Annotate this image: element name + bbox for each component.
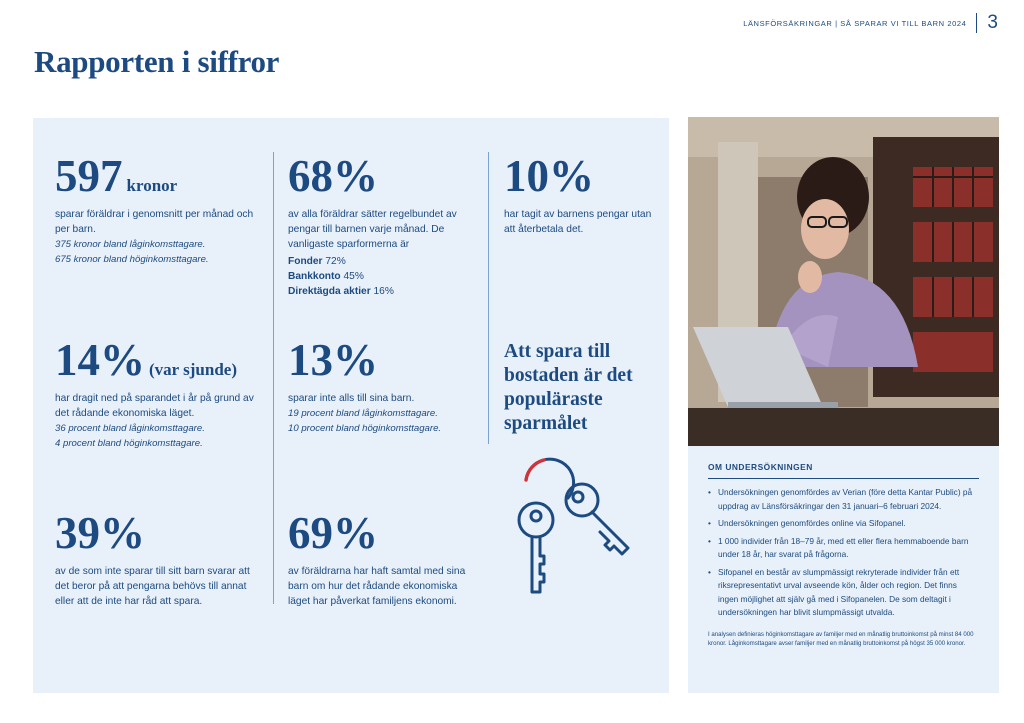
stat-note: 4 procent bland höginkomsttagare. [55,438,203,449]
stat-10 [504,151,654,237]
stat-value-line [55,335,260,385]
woman-laptop-photo [688,117,999,446]
stat-value-line [288,335,478,385]
column-divider [273,152,274,604]
list-item: • Undersökningen genomfördes online via Sifopanel. [708,517,979,531]
saving-form [288,254,478,269]
stat-value: 14% [55,335,145,385]
stat-description: av föräldrarna har haft samtal med sina barn om hur det rådande ekonomiska läget har påverkat familjens ekonomi. [288,566,466,607]
stat-note: 19 procent bland låginkomsttagare. [288,408,438,419]
survey-list [708,486,979,620]
stat-value: 597 [55,151,123,201]
stat-value: 69% [288,508,378,558]
stat-unit: kronor [126,176,178,195]
page-number: 3 [987,12,998,33]
stat-69 [288,508,478,609]
stat-description: har tagit av barnens pengar utan att återbetala det. [504,209,652,235]
stat-description: av alla föräldrar sätter regelbundet av pengar till barnen varje månad. De vanligaste sparformerna är [288,209,457,250]
saving-form [288,269,478,284]
list-item: • Sifopanel en består av slumpmässigt rekryterade individer från ett riksrepresentativt urval avseende kön, ålder och region. Det finns ingen möjlighet att själv gå med i Sifopanelen. De som deltagit i undersökningen har blivit slumpmässigt utvalda. [708,566,979,620]
highlight-statement: Att spara till bostaden är det populäraste sparmålet [504,341,633,434]
keys-icon [510,452,635,607]
survey-info-panel [688,446,999,693]
survey-title: OM UNDERSÖKNINGEN [708,462,979,479]
saving-form-label: Fonder [288,256,323,267]
stat-value-line [288,151,478,201]
stat-value: 13% [288,335,378,385]
saving-form [288,284,478,299]
list-item: • Undersökningen genomfördes av Verian (före detta Kantar Public) på uppdrag av Länsförsäkringar den 31 januari–6 februari 2024. [708,486,979,513]
saving-form-label: Bankkonto [288,271,341,282]
saving-form-label: Direktägda aktier [288,286,371,297]
stat-note: 675 kronor bland höginkomsttagare. [55,254,209,265]
stat-value: 39% [55,508,145,558]
stat-description: sparar föräldrar i genomsnitt per månad och per barn. [55,209,254,235]
stat-39 [55,508,260,609]
list-item: • 1 000 individer från 18–79 år, med ett eller flera hemmaboende barn under 18 år, har svarat på frågorna. [708,535,979,562]
saving-form-value: 45% [343,271,364,282]
saving-form-value: 16% [373,286,394,297]
header-divider [976,13,977,33]
saving-form-value: 72% [325,256,346,267]
stat-14 [55,335,260,451]
stat-value-line [288,508,478,558]
stat-note: 36 procent bland låginkomsttagare. [55,423,205,434]
stat-value: 68% [288,151,378,201]
stat-value: 10% [504,151,594,201]
stat-description: har dragit ned på sparandet i år på grund av det rådande ekonomiska läget. [55,393,254,419]
page-title: Rapporten i siffror [34,44,280,79]
stat-13 [288,335,478,436]
stat-value-line [55,508,260,558]
running-header [743,12,998,34]
running-head-text: LÄNSFÖRSÄKRINGAR | SÅ SPARAR VI TILL BARN 2024 [743,18,967,28]
stat-597 [55,151,255,267]
stat-note: 10 procent bland höginkomsttagare. [288,423,442,434]
stat-note: 375 kronor bland låginkomsttagare. [55,239,206,250]
column-divider [488,152,489,444]
footnote: I analysen definieras höginkomsttagare av familjer med en månatlig bruttoinkomst på minst 84 000 kronor. Låginkomsttagare avser familjer med en månatlig bruttoinkomst på högst 35 000 kronor. [708,630,974,647]
stat-value-line [504,151,654,201]
stat-68 [288,151,478,299]
stat-unit: (var sjunde) [149,360,237,379]
stat-description: av de som inte sparar till sitt barn svarar att det beror på att pengarna behövs till annat eller att de inte har råd att spara. [55,566,250,607]
stat-description: sparar inte alls till sina barn. [288,393,415,404]
stat-value-line [55,151,255,201]
